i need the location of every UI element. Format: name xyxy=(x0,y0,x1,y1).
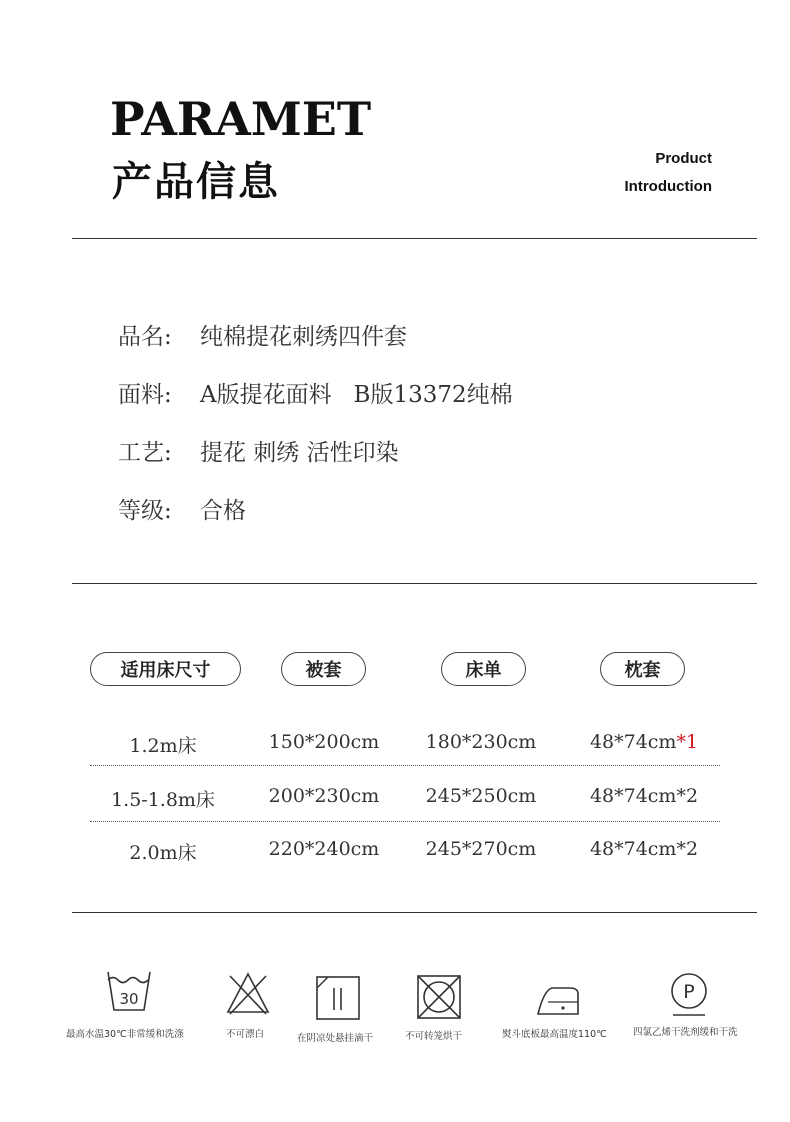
page-title-cn: 产品信息 xyxy=(112,159,280,205)
row-divider xyxy=(90,765,720,766)
header-pill-duvet: 被套 xyxy=(281,652,366,686)
no-tumble-dry-icon xyxy=(416,974,462,1020)
pillow-size: 48*74cm xyxy=(589,838,677,860)
line-dry-shade-icon xyxy=(316,976,360,1020)
cell-pillowcase xyxy=(559,838,729,860)
no-bleach-icon xyxy=(226,972,270,1016)
info-label: 面料: xyxy=(118,382,172,408)
wash-temp-text: 30 xyxy=(119,990,139,1008)
cell-duvet: 220*240cm xyxy=(268,838,380,860)
row-divider xyxy=(90,821,720,822)
cell-duvet: 200*230cm xyxy=(268,785,380,807)
info-value: 合格 xyxy=(200,498,246,524)
info-row-name xyxy=(118,318,407,351)
info-row-fabric xyxy=(118,376,513,409)
subtitle-introduction: Introduction xyxy=(624,178,712,195)
info-label: 品名: xyxy=(118,324,172,350)
pillow-qty: *2 xyxy=(676,785,699,807)
care-label-no-tumble-dry: 不可转笼烘干 xyxy=(405,1031,463,1042)
care-label-dry-clean: 四氯乙烯干洗剂缓和干洗 xyxy=(633,1027,738,1038)
cell-sheet: 245*250cm xyxy=(425,785,537,807)
pillow-size: 48*74cm xyxy=(589,785,677,807)
page-title-en: PARAMET xyxy=(110,92,372,146)
info-value: 提花 刺绣 活性印染 xyxy=(200,440,399,466)
subtitle-product: Product xyxy=(655,150,712,167)
cell-pillowcase xyxy=(559,731,729,753)
cell-bed-size: 2.0m床 xyxy=(129,842,197,864)
cell-duvet: 150*200cm xyxy=(268,731,380,753)
cell-bed-size: 1.2m床 xyxy=(129,735,197,757)
wash-30-icon xyxy=(106,968,152,1014)
dry-clean-letter: P xyxy=(683,981,695,1003)
care-label-iron: 熨斗底板最高温度110℃ xyxy=(502,1029,607,1040)
dry-clean-p-icon xyxy=(669,971,709,1019)
header-pill-bed-size: 适用床尺寸 xyxy=(90,652,241,686)
cell-pillowcase xyxy=(559,785,729,807)
pillow-qty-highlight: *1 xyxy=(676,731,699,753)
divider-top xyxy=(72,238,757,239)
header-pill-pillowcase: 枕套 xyxy=(600,652,685,686)
cell-sheet: 245*270cm xyxy=(425,838,537,860)
divider-middle xyxy=(72,583,757,584)
care-label-line-dry: 在阴凉处悬挂滴干 xyxy=(297,1033,374,1044)
care-label-no-bleach: 不可漂白 xyxy=(226,1029,265,1040)
pillow-size: 48*74cm xyxy=(589,731,677,753)
info-row-craft xyxy=(118,434,399,467)
divider-bottom xyxy=(72,912,757,913)
care-label-wash: 最高水温30℃非常缓和洗涤 xyxy=(66,1029,184,1040)
iron-110-icon xyxy=(536,982,584,1016)
info-label: 工艺: xyxy=(118,440,172,466)
header-pill-sheet: 床单 xyxy=(441,652,526,686)
info-value: 纯棉提花刺绣四件套 xyxy=(200,324,407,350)
info-label: 等级: xyxy=(118,498,172,524)
info-row-grade xyxy=(118,492,246,525)
cell-bed-size: 1.5-1.8m床 xyxy=(111,789,215,811)
info-value: A版提花面料 B版13372纯棉 xyxy=(200,382,513,408)
pillow-qty: *2 xyxy=(676,838,699,860)
cell-sheet: 180*230cm xyxy=(425,731,537,753)
